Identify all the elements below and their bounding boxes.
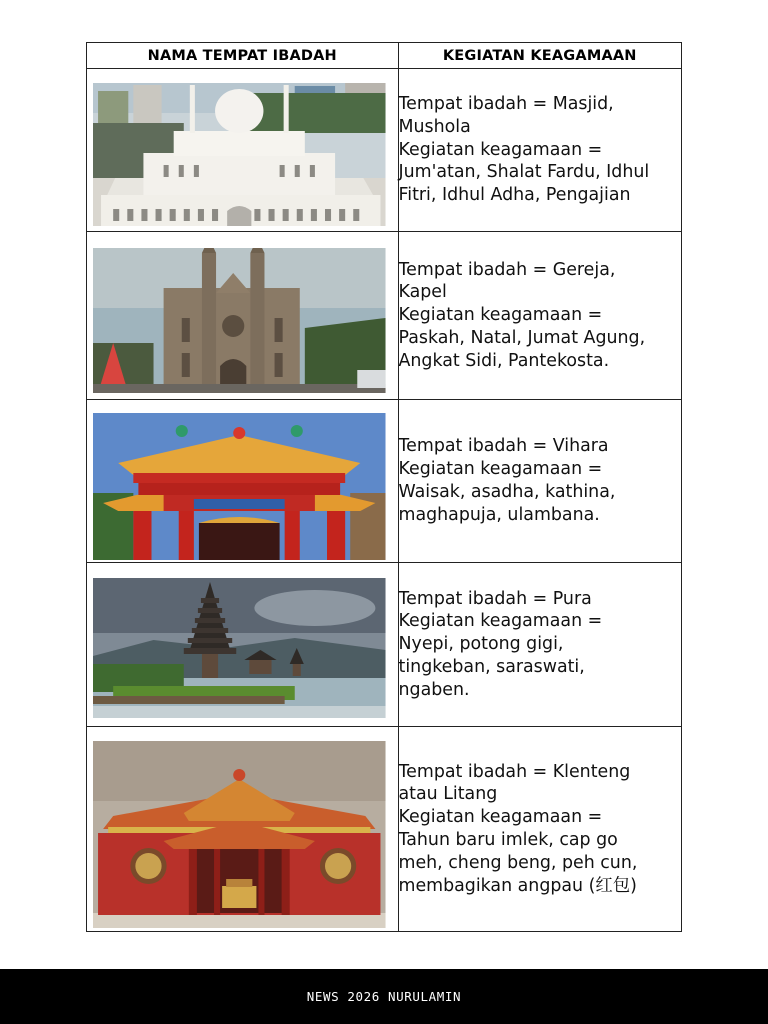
text-line: Kegiatan keagamaan = (398, 459, 603, 480)
image-cell (87, 232, 399, 400)
text-line: atau Litang (398, 784, 498, 805)
text-line: Kapel (398, 282, 447, 303)
table-row (87, 232, 682, 400)
activities-cell (398, 400, 681, 563)
image-cell (87, 563, 399, 727)
text-line: Tempat ibadah = Gereja, (398, 259, 616, 280)
text-line: tingkeban, saraswati, (398, 656, 585, 677)
church-photo (93, 248, 386, 393)
text-line: meh, cheng beng, peh cun, (398, 852, 638, 873)
text-line: membagikan angpau (红包) (398, 875, 637, 896)
text-line: Tempat ibadah = Pura (398, 588, 592, 609)
text-line: maghapuja, ulambana. (398, 504, 600, 525)
text-line: Fitri, Idhul Adha, Pengajian (398, 185, 631, 206)
table-header-row (87, 43, 682, 69)
image-cell (87, 727, 399, 932)
table-row (87, 727, 682, 932)
text-line: Kegiatan keagamaan = (398, 807, 603, 828)
image-cell (87, 400, 399, 563)
worship-places-table (86, 42, 682, 932)
text-line: Tempat ibadah = Klenteng (398, 761, 631, 782)
header-religious-activities: KEGIATAN KEAGAMAAN (398, 43, 681, 69)
vihara-photo (93, 413, 386, 560)
text-line: Angkat Sidi, Pantekosta. (398, 350, 610, 371)
image-cell (87, 69, 399, 232)
mosque-photo (93, 83, 386, 226)
table-row (87, 400, 682, 563)
pura-photo (93, 578, 386, 718)
text-line: Tempat ibadah = Masjid, (398, 94, 614, 114)
activities-cell (398, 232, 681, 400)
table-row (87, 563, 682, 727)
text-line: Mushola (398, 116, 471, 137)
table-row (87, 69, 682, 232)
header-place-name: NAMA TEMPAT IBADAH (87, 43, 399, 69)
footer-bar (0, 969, 768, 1024)
activities-cell (398, 69, 681, 232)
text-line: Nyepi, potong gigi, (398, 634, 564, 655)
activities-cell (398, 727, 681, 932)
text-line: Jum'atan, Shalat Fardu, Idhul (398, 162, 650, 183)
text-line: Tahun baru imlek, cap go (398, 830, 618, 850)
text-line: Kegiatan keagamaan = (398, 139, 603, 160)
text-line: Tempat ibadah = Vihara (398, 436, 609, 457)
footer-credit: NEWS 2026 NURULAMIN (306, 989, 462, 1004)
text-line: Kegiatan keagamaan = (398, 611, 603, 632)
text-line: Kegiatan keagamaan = (398, 305, 603, 326)
text-line: ngaben. (398, 679, 470, 700)
klenteng-photo (93, 741, 386, 928)
activities-cell (398, 563, 681, 727)
text-line: Waisak, asadha, kathina, (398, 482, 616, 502)
text-line: Paskah, Natal, Jumat Agung, (398, 327, 646, 348)
